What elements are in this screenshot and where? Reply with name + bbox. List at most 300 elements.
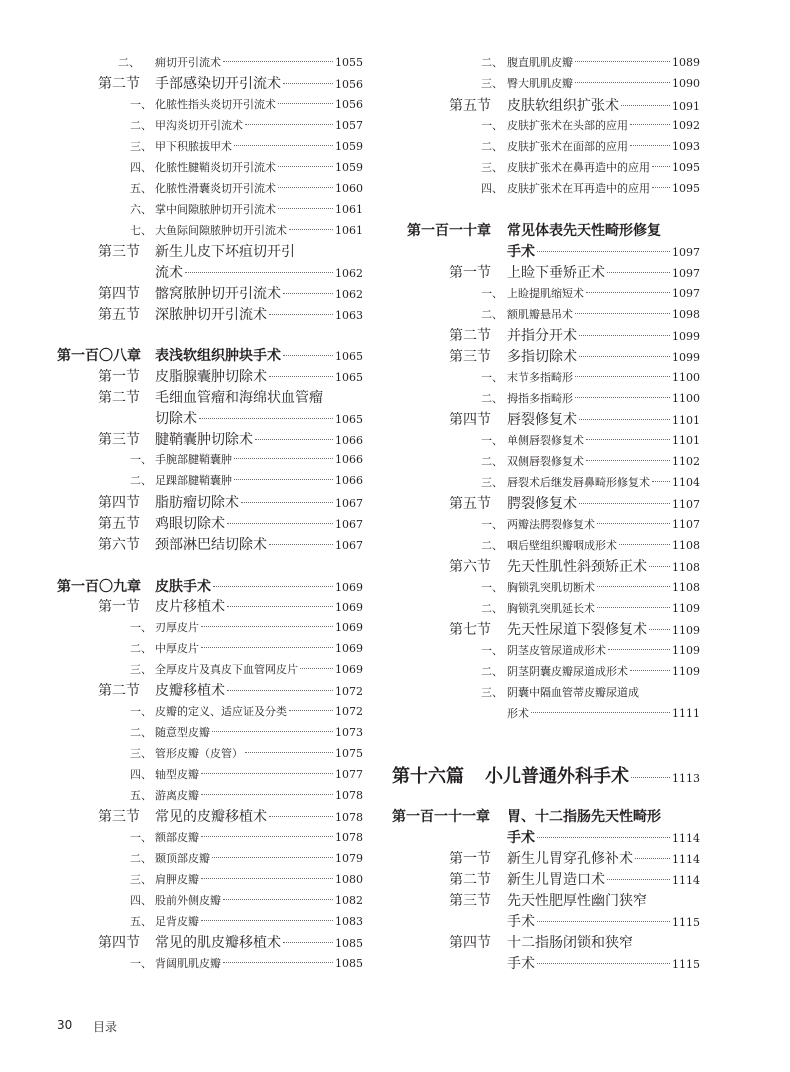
toc-r7-entry[interactable] [507, 181, 700, 196]
toc-e22-page: 1069 [335, 621, 363, 634]
toc-e21-title: 皮片移植术 [155, 599, 225, 615]
toc-r29-label: 第一节 [449, 851, 491, 867]
toc-r21-leader [619, 544, 670, 545]
toc-e10-title-cont: 流术 [155, 265, 183, 281]
toc-r11-page: 1099 [672, 330, 700, 343]
toc-r12-label: 第三节 [449, 349, 491, 365]
toc-e17-entry[interactable] [155, 473, 363, 488]
toc-r10-leader [575, 313, 670, 314]
toc-r16-entry[interactable] [507, 433, 700, 448]
toc-e17-leader [234, 479, 333, 480]
toc-r15-entry[interactable] [507, 411, 700, 430]
toc-e14-title-cont: 切除术 [155, 411, 197, 427]
toc-r31-continuation[interactable] [507, 913, 700, 932]
toc-e33-label: 二、 [130, 852, 152, 865]
toc-e6-page: 1059 [335, 161, 363, 174]
toc-e24-page: 1069 [335, 663, 363, 676]
toc-e15-entry[interactable] [155, 431, 363, 450]
toc-r16-label: 一、 [481, 434, 503, 447]
toc-e7-page: 1060 [335, 182, 363, 195]
toc-e16-entry[interactable] [155, 452, 363, 467]
toc-c111-entry[interactable] [507, 808, 661, 826]
toc-r10-entry[interactable] [507, 307, 700, 322]
toc-e28-title: 管形皮瓣（皮管） [155, 747, 243, 760]
toc-r11-label: 第二节 [449, 328, 491, 344]
toc-e16-title: 手腕部腱鞘囊肿 [155, 453, 232, 466]
toc-r30-label: 第二节 [449, 872, 491, 888]
toc-e28-entry[interactable] [155, 746, 363, 761]
toc-r27-label: 二、 [481, 665, 503, 678]
toc-e16-label: 一、 [130, 453, 152, 466]
toc-e9-page: 1061 [335, 224, 363, 237]
toc-e19-label: 第五节 [98, 516, 140, 532]
toc-e35-label: 四、 [130, 894, 152, 907]
toc-e8-leader [278, 208, 333, 209]
toc-r28-entry[interactable] [507, 685, 639, 700]
toc-r1-title: 腹直肌肌皮瓣 [507, 56, 573, 69]
toc-e11-title: 髂窝脓肿切开引流术 [155, 286, 281, 302]
toc-r14-label: 二、 [481, 392, 503, 405]
toc-e32-title: 额部皮瓣 [155, 831, 199, 844]
toc-e37-label: 第四节 [98, 935, 140, 951]
toc-e32-page: 1078 [335, 831, 363, 844]
toc-r26-page: 1109 [672, 644, 700, 657]
toc-r5-entry[interactable] [507, 139, 700, 154]
toc-c111-label: 第一百一十一章 [392, 809, 490, 825]
toc-r24-label: 二、 [481, 602, 503, 615]
toc-e21-page: 1069 [335, 601, 363, 614]
toc-e8-label: 六、 [130, 203, 152, 216]
toc-e23-entry[interactable] [155, 641, 363, 656]
toc-e9-leader [289, 229, 333, 230]
toc-r1-leader [575, 61, 670, 62]
toc-r6-title: 皮肤扩张术在鼻再造中的应用 [507, 161, 650, 174]
toc-e3-title: 化脓性指头炎切开引流术 [155, 98, 276, 111]
toc-e4-label: 二、 [130, 119, 152, 132]
toc-e20-label: 第六节 [98, 537, 140, 553]
toc-r19-leader [579, 503, 670, 504]
toc-e31-leader [269, 816, 333, 817]
toc-e31-entry[interactable] [155, 808, 363, 827]
toc-e33-leader [212, 857, 333, 858]
toc-r13-label: 一、 [481, 371, 503, 384]
toc-e9-entry[interactable] [155, 223, 363, 238]
toc-e38-title: 背阔肌肌皮瓣 [155, 957, 221, 970]
toc-e26-page: 1072 [335, 705, 363, 718]
toc-p16-page: 1113 [672, 772, 700, 785]
toc-c110-title: 常见体表先天性畸形修复 [507, 223, 661, 239]
toc-r19-title: 腭裂修复术 [507, 496, 577, 512]
toc-r8-leader [607, 272, 670, 273]
toc-r29-entry[interactable] [507, 850, 700, 869]
toc-e1-label: 二、 [118, 56, 140, 69]
toc-e37-leader [283, 942, 333, 943]
toc-e1-page: 1055 [335, 56, 363, 69]
toc-r17-leader [586, 460, 670, 461]
toc-e8-entry[interactable] [155, 202, 363, 217]
toc-r15-page: 1101 [672, 414, 700, 427]
toc-e3-page: 1056 [335, 98, 363, 111]
toc-r21-title: 咽后壁组织瓣咽成形术 [507, 539, 617, 552]
toc-c110-continuation[interactable] [507, 243, 700, 262]
toc-r28-continuation[interactable] [507, 706, 700, 721]
toc-r25-title: 先天性尿道下裂修复术 [507, 622, 647, 638]
toc-r25-label: 第七节 [449, 622, 491, 638]
toc-e10-continuation[interactable] [155, 264, 363, 283]
toc-e37-title: 常见的肌皮瓣移植术 [155, 935, 281, 951]
toc-r19-page: 1107 [672, 498, 700, 511]
toc-e35-page: 1082 [335, 894, 363, 907]
toc-r24-entry[interactable] [507, 601, 700, 616]
toc-r7-label: 四、 [481, 182, 503, 195]
toc-e22-title: 刃厚皮片 [155, 621, 199, 634]
toc-r4-leader [630, 124, 670, 125]
toc-e23-leader [201, 647, 333, 648]
toc-e14-continuation[interactable] [155, 410, 363, 429]
toc-r5-page: 1093 [672, 140, 700, 153]
toc-p16-leader [631, 777, 670, 778]
toc-r12-entry[interactable] [507, 348, 700, 367]
toc-e10-leader [185, 272, 333, 273]
toc-e20-leader [269, 544, 333, 545]
toc-r2-page: 1090 [672, 77, 700, 90]
toc-e1-title: 痈切开引流术 [155, 56, 221, 69]
toc-r21-label: 二、 [481, 539, 503, 552]
toc-c109-label: 第一百〇九章 [57, 579, 141, 595]
toc-r26-entry[interactable] [507, 643, 700, 658]
toc-c110-title-cont: 手术 [507, 244, 535, 260]
toc-e30-page: 1078 [335, 789, 363, 802]
toc-e16-page: 1066 [335, 453, 363, 466]
toc-r4-page: 1092 [672, 119, 700, 132]
toc-e27-entry[interactable] [155, 725, 363, 740]
toc-e27-title: 随意型皮瓣 [155, 726, 210, 739]
toc-e4-leader [245, 124, 333, 125]
toc-r7-title: 皮肤扩张术在耳再造中的应用 [507, 182, 650, 195]
toc-e6-leader [278, 166, 333, 167]
toc-e31-label: 第三节 [98, 809, 140, 825]
toc-r31-title-cont: 手术 [507, 914, 535, 930]
toc-r9-title: 上睑提肌缩短术 [507, 287, 584, 300]
toc-r13-entry[interactable] [507, 370, 700, 385]
toc-e18-entry[interactable] [155, 494, 363, 513]
toc-c111-title-cont: 手术 [507, 830, 535, 846]
toc-r18-entry[interactable] [507, 475, 700, 490]
toc-r16-title: 单侧唇裂修复术 [507, 434, 584, 447]
toc-e37-entry[interactable] [155, 934, 363, 953]
toc-r27-entry[interactable] [507, 664, 700, 679]
toc-r17-entry[interactable] [507, 454, 700, 469]
toc-r20-leader [597, 523, 670, 524]
toc-e9-label: 七、 [130, 224, 152, 237]
toc-r28-title: 阴囊中隔血管蒂皮瓣尿道成 [507, 686, 639, 699]
toc-e14-leader [199, 418, 333, 419]
toc-r14-entry[interactable] [507, 391, 700, 406]
toc-e36-page: 1083 [335, 915, 363, 928]
toc-r14-page: 1100 [672, 392, 700, 405]
toc-r14-title: 拇指多指畸形 [507, 392, 573, 405]
toc-r4-title: 皮肤扩张术在头部的应用 [507, 119, 628, 132]
toc-e11-entry[interactable] [155, 285, 363, 304]
toc-r19-entry[interactable] [507, 495, 700, 514]
toc-e7-title: 化脓性滑囊炎切开引流术 [155, 182, 276, 195]
toc-e1-leader [223, 61, 333, 62]
toc-e12-entry[interactable] [155, 306, 363, 325]
toc-r5-title: 皮肤扩张术在面部的应用 [507, 140, 628, 153]
toc-e38-entry[interactable] [155, 956, 363, 971]
toc-r13-page: 1100 [672, 371, 700, 384]
toc-e19-title: 鸡眼切除术 [155, 516, 225, 532]
toc-r3-entry[interactable] [507, 97, 700, 116]
toc-e14-entry[interactable] [155, 389, 323, 407]
toc-r12-title: 多指切除术 [507, 349, 577, 365]
toc-r9-label: 一、 [481, 287, 503, 300]
toc-r12-leader [579, 356, 670, 357]
toc-e10-page: 1062 [335, 267, 363, 280]
toc-e4-page: 1057 [335, 119, 363, 132]
toc-r15-title: 唇裂修复术 [507, 412, 577, 428]
toc-e2-label: 第二节 [98, 76, 140, 92]
toc-c109-leader [213, 586, 333, 587]
toc-r23-entry[interactable] [507, 580, 700, 595]
toc-r27-title: 阴茎阴囊皮瓣尿道成形术 [507, 665, 628, 678]
toc-r20-entry[interactable] [507, 517, 700, 532]
toc-e24-entry[interactable] [155, 662, 363, 677]
toc-e8-page: 1061 [335, 203, 363, 216]
toc-r11-entry[interactable] [507, 327, 700, 346]
toc-e18-title: 脂肪瘤切除术 [155, 495, 239, 511]
toc-r5-leader [630, 145, 670, 146]
toc-r13-title: 末节多指畸形 [507, 371, 573, 384]
toc-e19-page: 1067 [335, 518, 363, 531]
toc-r1-page: 1089 [672, 56, 700, 69]
toc-e13-page: 1065 [335, 371, 363, 384]
toc-e10-title: 新生儿皮下坏疽切开引 [155, 244, 295, 260]
toc-e33-title: 颞顶部皮瓣 [155, 852, 210, 865]
footer-section-label: 目录 [93, 1020, 118, 1034]
toc-e13-entry[interactable] [155, 368, 363, 387]
toc-e2-entry[interactable] [155, 75, 363, 94]
toc-e4-title: 甲沟炎切开引流术 [155, 119, 243, 132]
toc-r1-entry[interactable] [507, 55, 700, 70]
toc-e23-title: 中厚皮片 [155, 642, 199, 655]
toc-e28-label: 三、 [130, 747, 152, 760]
toc-e14-label: 第二节 [98, 390, 140, 406]
toc-r4-label: 一、 [481, 119, 503, 132]
toc-r32-continuation[interactable] [507, 955, 700, 974]
toc-e30-entry[interactable] [155, 788, 363, 803]
toc-e1-entry[interactable] [155, 55, 363, 70]
toc-r29-title: 新生儿胃穿孔修补术 [507, 851, 633, 867]
toc-r8-title: 上睑下垂矫正术 [507, 265, 605, 281]
toc-r25-page: 1109 [672, 624, 700, 637]
toc-r23-title: 胸锁乳突肌切断术 [507, 581, 595, 594]
toc-e7-entry[interactable] [155, 181, 363, 196]
toc-r21-entry[interactable] [507, 538, 700, 553]
toc-e36-entry[interactable] [155, 914, 363, 929]
toc-e7-label: 五、 [130, 182, 152, 195]
toc-r30-entry[interactable] [507, 871, 700, 890]
toc-e22-leader [201, 626, 333, 627]
toc-r31-entry[interactable] [507, 892, 647, 910]
toc-r32-title: 十二指肠闭锁和狭窄 [507, 935, 633, 951]
toc-r6-entry[interactable] [507, 160, 700, 175]
toc-r18-page: 1104 [672, 476, 700, 489]
toc-r28-leader [531, 712, 670, 713]
toc-e26-label: 一、 [130, 705, 152, 718]
toc-r6-leader [652, 166, 670, 167]
toc-c109-title: 皮肤手术 [155, 579, 211, 595]
toc-e9-title: 大鱼际间隙脓肿切开引流术 [155, 224, 287, 237]
toc-e26-title: 皮瓣的定义、适应证及分类 [155, 705, 287, 718]
toc-r31-title: 先天性肥厚性幽门狭窄 [507, 893, 647, 909]
toc-e25-label: 第二节 [98, 683, 140, 699]
toc-p16-title: 小儿普通外科手术 [485, 766, 629, 787]
toc-r22-label: 第六节 [449, 559, 491, 575]
toc-r24-page: 1109 [672, 602, 700, 615]
toc-e24-label: 三、 [130, 663, 152, 676]
toc-e34-entry[interactable] [155, 872, 363, 887]
toc-e5-label: 三、 [130, 140, 152, 153]
toc-r9-entry[interactable] [507, 286, 700, 301]
toc-c110-entry[interactable] [507, 222, 661, 240]
toc-r10-label: 二、 [481, 308, 503, 321]
toc-e38-page: 1085 [335, 957, 363, 970]
toc-e20-title: 颈部淋巴结切除术 [155, 537, 267, 553]
toc-e31-page: 1078 [335, 811, 363, 824]
toc-e22-label: 一、 [130, 621, 152, 634]
toc-e13-leader [269, 376, 333, 377]
toc-e28-page: 1075 [335, 747, 363, 760]
toc-e3-label: 一、 [130, 98, 152, 111]
toc-r26-leader [608, 649, 670, 650]
toc-e22-entry[interactable] [155, 620, 363, 635]
toc-e6-entry[interactable] [155, 160, 363, 175]
toc-e25-title: 皮瓣移植术 [155, 683, 225, 699]
toc-e15-title: 腱鞘囊肿切除术 [155, 432, 253, 448]
toc-e5-page: 1059 [335, 140, 363, 153]
toc-e17-page: 1066 [335, 474, 363, 487]
toc-e26-entry[interactable] [155, 704, 363, 719]
toc-e17-label: 二、 [130, 474, 152, 487]
toc-e33-entry[interactable] [155, 851, 363, 866]
toc-e8-title: 掌中间隙脓肿切开引流术 [155, 203, 276, 216]
toc-e34-title: 肩胛皮瓣 [155, 873, 199, 886]
toc-e35-entry[interactable] [155, 893, 363, 908]
toc-e15-leader [255, 439, 333, 440]
toc-e10-entry[interactable] [155, 243, 295, 261]
toc-r27-leader [630, 670, 670, 671]
toc-r18-leader [652, 481, 670, 482]
toc-r8-label: 第一节 [449, 265, 491, 281]
toc-r12-page: 1099 [672, 351, 700, 364]
toc-r31-leader [537, 921, 670, 922]
toc-r8-page: 1097 [672, 267, 700, 280]
toc-r3-title: 皮肤软组织扩张术 [507, 98, 619, 114]
toc-e5-entry[interactable] [155, 139, 363, 154]
toc-c109-page: 1069 [335, 581, 363, 594]
toc-e11-page: 1062 [335, 288, 363, 301]
toc-e36-leader [201, 920, 333, 921]
toc-r6-page: 1095 [672, 161, 700, 174]
toc-c108-entry[interactable] [155, 347, 363, 366]
toc-e29-page: 1077 [335, 768, 363, 781]
toc-r26-label: 一、 [481, 644, 503, 657]
toc-r4-entry[interactable] [507, 118, 700, 133]
toc-r32-entry[interactable] [507, 934, 633, 952]
toc-e3-entry[interactable] [155, 97, 363, 112]
toc-c108-title: 表浅软组织肿块手术 [155, 348, 281, 364]
toc-e5-leader [234, 145, 333, 146]
toc-e23-page: 1069 [335, 642, 363, 655]
toc-r20-page: 1107 [672, 518, 700, 531]
toc-c109-entry[interactable] [155, 578, 363, 597]
toc-r1-label: 二、 [481, 56, 503, 69]
toc-e2-page: 1056 [335, 78, 363, 91]
toc-e29-label: 四、 [130, 768, 152, 781]
toc-r10-title: 额肌瓣悬吊术 [507, 308, 573, 321]
toc-e27-leader [212, 731, 333, 732]
toc-e29-entry[interactable] [155, 767, 363, 782]
toc-e25-entry[interactable] [155, 682, 363, 701]
toc-r22-page: 1108 [672, 561, 700, 574]
toc-r7-leader [652, 187, 670, 188]
toc-c111-leader [537, 837, 670, 838]
toc-r16-page: 1101 [672, 434, 700, 447]
toc-e36-title: 足背皮瓣 [155, 915, 199, 928]
toc-e2-leader [283, 83, 333, 84]
toc-e4-entry[interactable] [155, 118, 363, 133]
toc-r24-title: 胸锁乳突肌延长术 [507, 602, 595, 615]
toc-r25-entry[interactable] [507, 621, 700, 640]
toc-e21-entry[interactable] [155, 598, 363, 617]
toc-r5-label: 二、 [481, 140, 503, 153]
toc-c111-continuation[interactable] [507, 829, 700, 848]
toc-p16-entry[interactable] [485, 766, 700, 790]
toc-e18-label: 第四节 [98, 495, 140, 511]
toc-r20-label: 一、 [481, 518, 503, 531]
toc-e24-leader [300, 668, 333, 669]
toc-e14-page: 1065 [335, 413, 363, 426]
toc-r9-leader [586, 292, 670, 293]
toc-e5-title: 甲下积脓拔甲术 [155, 140, 232, 153]
toc-r14-leader [575, 397, 670, 398]
toc-r22-entry[interactable] [507, 558, 700, 577]
toc-r28-label: 三、 [481, 686, 503, 699]
toc-r16-leader [586, 439, 670, 440]
toc-e11-leader [283, 293, 333, 294]
toc-e16-leader [234, 458, 333, 459]
toc-r7-page: 1095 [672, 182, 700, 195]
toc-r32-leader [537, 963, 670, 964]
toc-e30-leader [201, 794, 333, 795]
toc-e29-title: 轴型皮瓣 [155, 768, 199, 781]
toc-e20-entry[interactable] [155, 536, 363, 555]
toc-r32-page: 1115 [672, 958, 700, 971]
toc-r2-entry[interactable] [507, 76, 700, 91]
toc-r8-entry[interactable] [507, 264, 700, 283]
toc-e28-leader [245, 752, 333, 753]
toc-e12-label: 第五节 [98, 307, 140, 323]
toc-e32-entry[interactable] [155, 830, 363, 845]
toc-r15-leader [579, 419, 670, 420]
toc-e24-title: 全厚皮片及真皮下血管网皮片 [155, 663, 298, 676]
toc-e32-label: 一、 [130, 831, 152, 844]
footer-page-number: 30 [57, 1018, 73, 1032]
toc-e38-leader [223, 962, 333, 963]
toc-e37-page: 1085 [335, 937, 363, 950]
toc-e19-entry[interactable] [155, 515, 363, 534]
